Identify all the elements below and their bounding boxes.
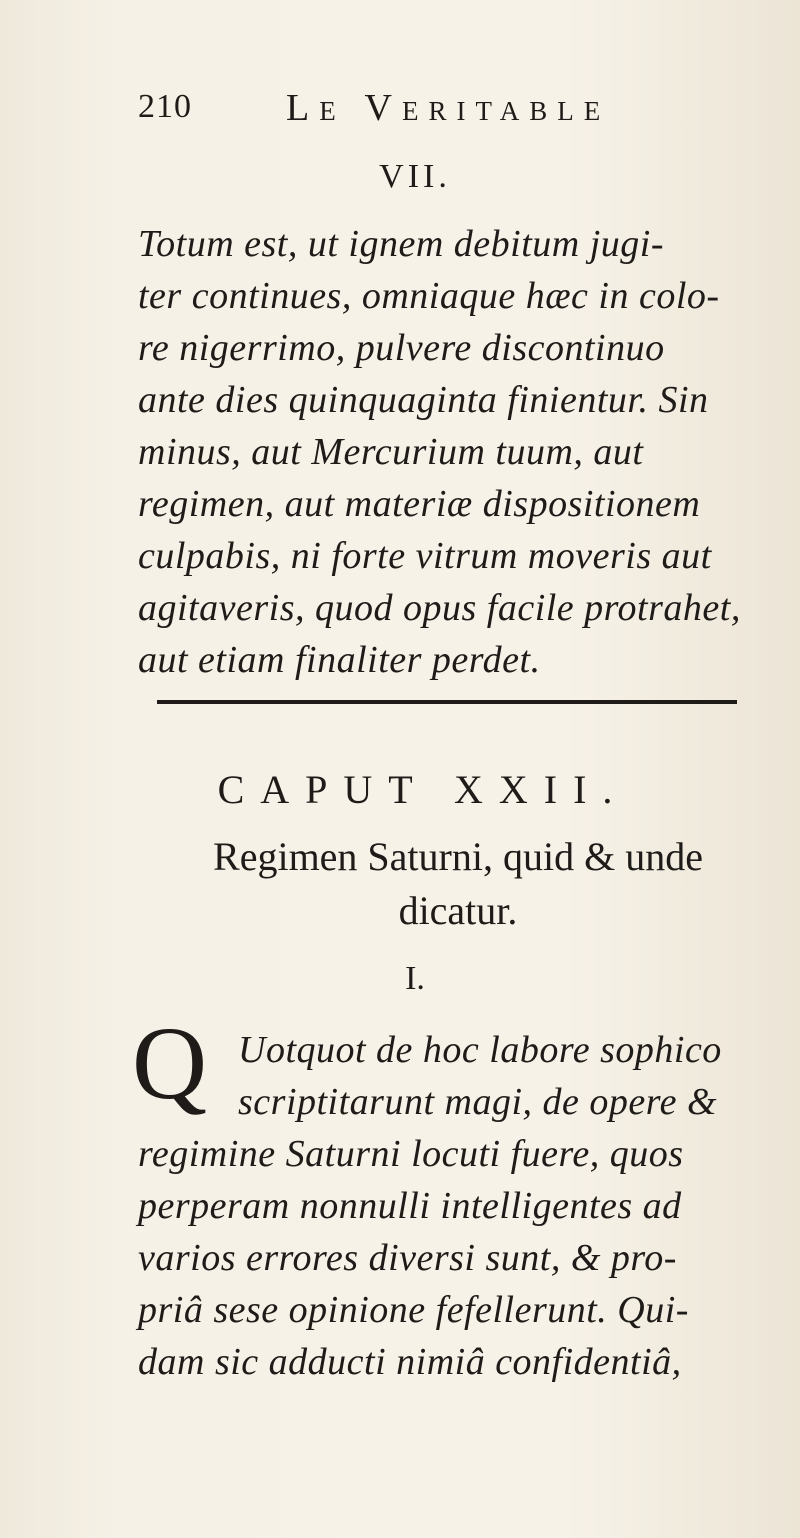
text-line: varios errores diversi sunt, & pro- xyxy=(138,1237,677,1279)
running-title: Le Veritable xyxy=(286,87,611,129)
text-line: regimen, aut materiæ dispositionem xyxy=(138,483,701,525)
text-line: culpabis, ni forte vitrum moveris aut xyxy=(138,535,712,577)
subtitle-line: Regimen Saturni, quid & unde xyxy=(213,834,703,879)
text-line: Uotquot de hoc labore sophico xyxy=(238,1029,722,1071)
text-line: regimine Saturni locuti fuere, quos xyxy=(138,1133,684,1175)
chapter-subtitle xyxy=(138,830,778,938)
text-line: perperam nonnulli intelligentes ad xyxy=(138,1185,682,1227)
section-i-paragraph xyxy=(138,1024,778,1388)
text-line: scriptitarunt magi, de opere & xyxy=(238,1081,718,1123)
section-number-i: I. xyxy=(405,960,425,997)
drop-cap-initial: Q xyxy=(132,1006,208,1121)
text-line: priâ sese opinione fefellerunt. Qui- xyxy=(138,1289,689,1331)
text-line: dam sic adducti nimiâ confidentiâ, xyxy=(138,1341,682,1383)
text-line: minus, aut Mercurium tuum, aut xyxy=(138,431,644,473)
text-line: Totum est, ut ignem debitum jugi- xyxy=(138,223,664,265)
section-vii-paragraph xyxy=(138,218,778,686)
chapter-divider-rule xyxy=(157,700,737,704)
text-line: re nigerrimo, pulvere discontinuo xyxy=(138,327,665,369)
text-line: ter continues, omniaque hæc in colo- xyxy=(138,275,720,317)
running-head xyxy=(138,86,698,130)
section-number-vii: VII. xyxy=(379,158,451,195)
page-number: 210 xyxy=(138,88,192,125)
text-line: aut etiam finaliter perdet. xyxy=(138,639,541,681)
chapter-title: CAPUT XXII. xyxy=(217,767,629,812)
text-line: ante dies quinquaginta finientur. Sin xyxy=(138,379,709,421)
text-line: agitaveris, quod opus facile protrahet, xyxy=(138,587,741,629)
subtitle-line: dicatur. xyxy=(398,888,518,933)
